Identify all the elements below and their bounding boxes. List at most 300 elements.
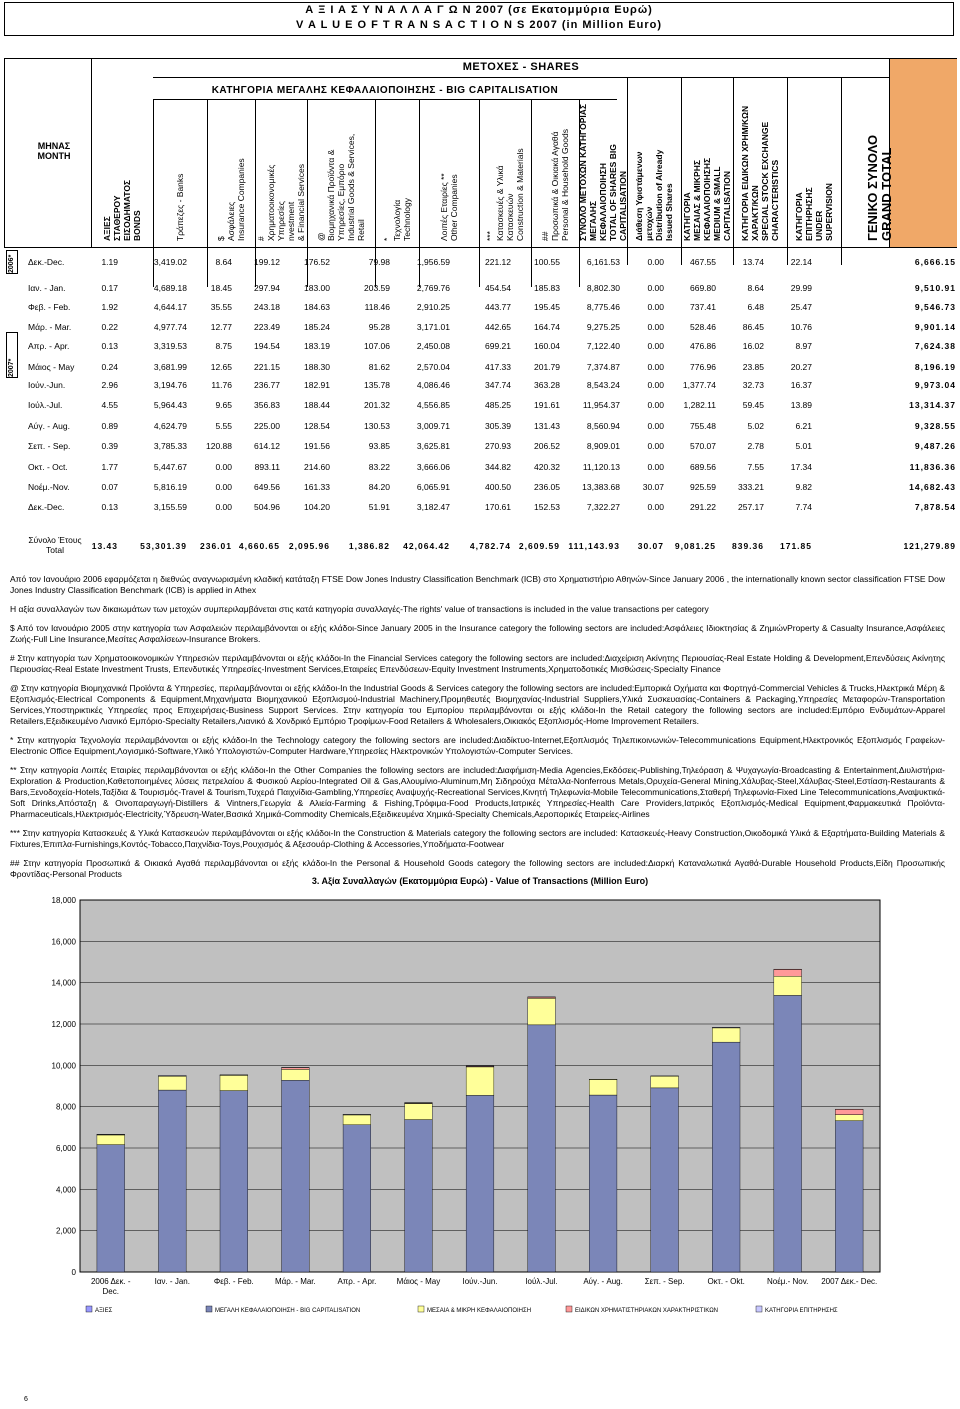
bar-segment bbox=[835, 1121, 863, 1272]
bar-segment bbox=[220, 1091, 248, 1272]
column-divider bbox=[479, 99, 480, 287]
column-header-14: ΚΑΤΗΓΟΡΙΑ ΕΠΙΤΗΡΗΣΗΣ UNDER SUPERVISION bbox=[794, 183, 834, 241]
title-line-1: Α Ξ Ι Α Σ Υ Ν Α Λ Λ Α Γ Ω Ν 2007 (σε Εκατομμύρια Ευρώ) bbox=[305, 4, 653, 16]
bar-segment bbox=[220, 1075, 248, 1076]
column-header-3: $ Ασφάλειες Insurance Companies bbox=[216, 158, 246, 241]
cell-col-5: 161.33 bbox=[304, 482, 330, 492]
cell-col-13: 839.36 bbox=[732, 541, 764, 551]
column-header-6: * Τεχνολογία Technology bbox=[382, 197, 412, 241]
cell-col-1: 13.43 bbox=[91, 541, 118, 551]
bar-segment bbox=[405, 1120, 433, 1272]
cell-col-4: 221.15 bbox=[254, 362, 280, 372]
cell-col-5: 188.30 bbox=[304, 362, 330, 372]
cell-col-6: 84.20 bbox=[368, 482, 390, 492]
cell-col-12: 737.41 bbox=[690, 302, 716, 312]
cell-col-6: 81.62 bbox=[368, 362, 390, 372]
cell-col-4: 194.54 bbox=[254, 341, 280, 351]
cell-col-15: 11,836.36 bbox=[909, 462, 956, 472]
bar-segment bbox=[651, 1076, 679, 1088]
cell-col-8: 270.93 bbox=[485, 441, 511, 451]
note-5: @ Στην κατηγορία Βιομηχανικά Προϊόντα & Υπηρεσίες, περιλαμβάνονται οι εξής κλάδοι-In the Industrial Goods & Services category the following sectors are included:Εμπορικά Οχήματα και Φορτηγά-Commercial Vehicles & Trucks,Ηλεκτρικά Μέρη & Εξοπλισμός-Electrical Components & Equipment,Μηχανήματα Βιομηχανικού Εξοπλισμού-Industrial Machinery,Προμηθευτές Βιομηχανίας-Industrial Suppliers,Υλικά Συσκευασίας-Containers & Packaging,Υπηρεσίες Μεταφορών-Transportation Services,Υποστηρικτικές Υπηρεσίες προς Επιχειρήσεις-Business Support Services. Στην κατηγορία του Εμπορίου περιλαμβάνονται οι εξής κλάδοι-In the Retail category the following sectors are included:Εμπόριο Ενδυμάτων-Apparel Retailers,Εξειδικευμένο Λιανικό Εμπόριο-Specialty Retailers,Λιανικό & Χονδρικό Εμπόριο Τροφίμων-Food Retailers & Wholesalers,Οικιακός Εξοπλισμός-Home Improvement Retailers. bbox=[10, 683, 945, 726]
cell-col-9: 363.28 bbox=[534, 380, 560, 390]
cell-col-12: 1,282.11 bbox=[683, 400, 716, 410]
cell-col-4: 649.56 bbox=[254, 482, 280, 492]
cell-col-11: 0.00 bbox=[647, 502, 664, 512]
row-month: Αύγ. - Aug. bbox=[28, 421, 70, 431]
cell-col-13: 257.17 bbox=[738, 502, 764, 512]
year-2006-label: 2006* bbox=[6, 250, 18, 274]
cell-col-5: 183.19 bbox=[304, 341, 330, 351]
row-month: Φεβ. - Feb. bbox=[28, 302, 71, 312]
cell-col-2: 3,419.02 bbox=[153, 257, 187, 267]
column-header-1: ΑΞΙΕΣ ΣΤΑΘΕΡΟΥ ΕΙΣΟΔΗΜΑΤΟΣ BONDS bbox=[102, 179, 142, 241]
cell-col-12: 1,377.74 bbox=[682, 380, 716, 390]
cell-col-13: 2.78 bbox=[747, 441, 764, 451]
month-header: ΜΗΝΑΣ MONTH bbox=[37, 141, 71, 161]
cell-col-6: 135.78 bbox=[364, 380, 390, 390]
cell-col-5: 185.24 bbox=[304, 322, 330, 332]
notes bbox=[10, 574, 945, 888]
cell-col-5: 188.44 bbox=[304, 400, 330, 410]
column-header-5: @ Βιομηχανικά Προϊόντα & Υπηρεσίες, Εμπόριο Industrial Goods & Services, Retail bbox=[316, 133, 366, 241]
cell-col-2: 3,681.99 bbox=[153, 362, 187, 372]
cell-col-8: 417.33 bbox=[485, 362, 511, 372]
cell-col-12: 925.59 bbox=[690, 482, 716, 492]
legend-label: ΑΞΙΕΣ bbox=[95, 1308, 113, 1314]
row-month: Σύνολο Έτους Total bbox=[28, 535, 82, 555]
cell-col-10: 7,322.27 bbox=[586, 502, 620, 512]
cell-col-1: 0.07 bbox=[101, 482, 118, 492]
cell-col-8: 347.74 bbox=[485, 380, 511, 390]
bar-segment bbox=[835, 1115, 863, 1121]
cell-col-7: 4,556.85 bbox=[416, 400, 450, 410]
bar-segment bbox=[774, 976, 802, 995]
cell-col-15: 13,314.37 bbox=[909, 400, 956, 410]
cell-col-13: 86.45 bbox=[742, 322, 764, 332]
cell-col-7: 3,009.71 bbox=[416, 421, 450, 431]
x-tick-label: Αύγ. - Aug. bbox=[583, 1277, 623, 1286]
shares-header: ΜΕΤΟΧΕΣ - SHARES bbox=[462, 61, 580, 73]
bar-segment bbox=[528, 998, 556, 1024]
cell-col-12: 570.07 bbox=[690, 441, 716, 451]
cell-col-8: 221.12 bbox=[485, 257, 511, 267]
cell-col-2: 3,155.59 bbox=[153, 502, 187, 512]
cell-col-5: 184.63 bbox=[304, 302, 330, 312]
y-tick-label: 16,000 bbox=[51, 937, 76, 947]
page-number: 6 bbox=[24, 1396, 28, 1403]
cell-col-2: 5,816.19 bbox=[153, 482, 187, 492]
legend-label: ΜΕΓΑΛΗ ΚΕΦΑΛΑΙΟΠΟΙΗΣΗ - BIG CAPITALISATION bbox=[215, 1308, 361, 1314]
cell-col-4: 243.18 bbox=[254, 302, 280, 312]
x-tick-label: Νοέμ.- Nov. bbox=[767, 1277, 809, 1286]
cell-col-2: 4,644.17 bbox=[153, 302, 187, 312]
bar-segment bbox=[97, 1145, 125, 1272]
cell-col-14: 20.27 bbox=[790, 362, 812, 372]
bar-segment bbox=[220, 1075, 248, 1090]
cell-col-2: 5,447.67 bbox=[153, 462, 187, 472]
cell-col-7: 4,086.46 bbox=[416, 380, 450, 390]
cell-col-9: 236.05 bbox=[534, 482, 560, 492]
cell-col-6: 1,386.82 bbox=[348, 541, 390, 551]
row-month: Δεκ.-Dec. bbox=[28, 257, 65, 267]
cell-col-10: 8,560.94 bbox=[586, 421, 620, 431]
cell-col-3: 0.00 bbox=[215, 482, 232, 492]
column-header-13: ΚΑΤΗΓΟΡΙΑ ΕΙΔΙΚΩΝ ΧΡΗΜ/ΚΩΝ ΧΑΡΑΚΤ/ΚΩΝ SPECIAL STOCK EXCHANGE CHARACTERISTICS bbox=[740, 105, 780, 241]
cell-col-4: 614.12 bbox=[254, 441, 280, 451]
cell-col-12: 476.86 bbox=[690, 341, 716, 351]
cell-col-7: 3,171.01 bbox=[416, 322, 450, 332]
bar-segment bbox=[282, 1068, 310, 1070]
column-header-12: ΚΑΤΗΓΟΡΙΑ ΜΕΣΑΙΑΣ & ΜΙΚΡΗΣ ΚΕΦΑΛΑΙΟΠΟΙΗΣΗΣ MEDIUM & SMALL CAPITALISATION bbox=[682, 157, 732, 241]
bar-segment bbox=[712, 1028, 740, 1042]
year-2007-label: 2007* bbox=[6, 332, 18, 378]
cell-col-4: 199.12 bbox=[254, 257, 280, 267]
row-month: Μάρ. - Mar. bbox=[28, 322, 72, 332]
cell-col-10: 7,374.87 bbox=[586, 362, 620, 372]
cell-col-6: 118.46 bbox=[364, 302, 390, 312]
cell-col-6: 83.22 bbox=[368, 462, 390, 472]
column-header-11: Διάθεση Υφιστάμενων μετοχών Distribution of Already Issued Shares bbox=[634, 149, 674, 241]
cell-col-11: 0.00 bbox=[647, 341, 664, 351]
row-month: Ιαν. - Jan. bbox=[28, 283, 66, 293]
cell-col-1: 0.24 bbox=[101, 362, 118, 372]
bar-segment bbox=[97, 1135, 125, 1145]
cell-col-11: 0.00 bbox=[647, 421, 664, 431]
row-month: Δεκ.-Dec. bbox=[28, 502, 65, 512]
cell-col-6: 93.85 bbox=[368, 441, 390, 451]
cell-col-14: 22.14 bbox=[790, 257, 812, 267]
cell-col-13: 32.73 bbox=[742, 380, 764, 390]
cell-col-3: 0.00 bbox=[215, 502, 232, 512]
divider bbox=[153, 77, 889, 78]
chart-title: 3. Αξία Συναλλαγών (Εκατομμύρια Ευρώ) - Value of Transactions (Million Euro) bbox=[311, 876, 649, 886]
cell-col-10: 9,275.25 bbox=[586, 322, 620, 332]
column-divider bbox=[787, 77, 788, 265]
legend-label: ΚΑΤΗΓΟΡΙΑ ΕΠΙΤΗΡΗΣΗΣ bbox=[765, 1308, 838, 1314]
cell-col-10: 13,383.68 bbox=[582, 482, 620, 492]
cell-col-13: 7.55 bbox=[747, 462, 764, 472]
cell-col-2: 53,301.39 bbox=[140, 541, 187, 551]
bar-segment bbox=[405, 1104, 433, 1120]
column-divider bbox=[207, 99, 208, 287]
cell-col-1: 0.89 bbox=[101, 421, 118, 431]
cell-col-1: 4.55 bbox=[101, 400, 118, 410]
cell-col-11: 0.00 bbox=[647, 257, 664, 267]
cell-col-12: 528.46 bbox=[690, 322, 716, 332]
cell-col-12: 755.48 bbox=[690, 421, 716, 431]
legend-label: ΜΕΣΑΙΑ & ΜΙΚΡΗ ΚΕΦΑΛΑΙΟΠΟΙΗΣΗ bbox=[427, 1308, 532, 1314]
cell-col-7: 1,956.59 bbox=[416, 257, 450, 267]
cell-col-10: 6,161.53 bbox=[586, 257, 620, 267]
cell-col-8: 4,782.74 bbox=[469, 541, 511, 551]
legend-swatch bbox=[756, 1306, 762, 1312]
column-header-15: ΓΕΝΙΚΟ ΣΥΝΟΛΟ GRAND TOTAL bbox=[865, 134, 894, 241]
cell-col-12: 291.22 bbox=[690, 502, 716, 512]
note-3: $ Από τον Ιανουάριο 2005 στην κατηγορία των Ασφαλειών περιλαμβάνονται οι εξής κλάδοι-Since January 2005 in the Insurance category the following sectors are included:Ασφάλειες Ιδιοκτησίας & ΖημιώνProperty & Casualty Insurance,Ασφάλειες Ζωής-Full Line Insurance,Μεσίτες Ασφαλίσεων-Insurance Brokers. bbox=[10, 623, 945, 644]
y-tick-label: 6,000 bbox=[55, 1144, 76, 1153]
cell-col-7: 42,064.42 bbox=[403, 541, 450, 551]
cell-col-3: 11.76 bbox=[211, 380, 232, 390]
cell-col-15: 121,279.89 bbox=[903, 541, 956, 551]
cell-col-14: 7.74 bbox=[795, 502, 812, 512]
x-tick-label: 2007 Δεκ.- Dec. bbox=[821, 1277, 878, 1286]
cell-col-7: 2,769.76 bbox=[416, 283, 450, 293]
column-header-10: ΣΥΝΟΛΟ ΜΕΤΟΧΩΝ ΚΑΤΗΓΟΡΙΑΣ ΜΕΓΑΛΗΣ ΚΕΦΑΛΑΙΟΠΟΙΗΣΗ TOTAL OF SHARES BIG CAPITALISATION bbox=[578, 104, 628, 241]
column-divider bbox=[531, 99, 532, 287]
column-divider bbox=[627, 77, 628, 265]
cell-col-15: 9,973.04 bbox=[914, 380, 956, 390]
column-header-2: Τράπεζες - Banks bbox=[175, 173, 185, 241]
cell-col-3: 120.88 bbox=[206, 441, 232, 451]
cell-col-10: 11,954.37 bbox=[582, 400, 620, 410]
cell-col-9: 206.52 bbox=[534, 441, 560, 451]
cell-col-14: 5.01 bbox=[795, 441, 812, 451]
note-9: ## Στην κατηγορία Προσωπικά & Οικιακά Αγαθά περιλαμβάνονται οι εξής κλάδοι-In the Personal & Household Goods category the following sectors are included:Διαρκή Καταναλωτικά Αγαθά-Durable Household Products,Είδη Προσωπικής Φροντίδας-Personal Products bbox=[10, 858, 945, 879]
cell-col-8: 699.21 bbox=[485, 341, 511, 351]
x-tick-label: Φεβ. - Feb. bbox=[213, 1277, 254, 1286]
cell-col-11: 0.00 bbox=[647, 441, 664, 451]
divider bbox=[153, 99, 617, 100]
bar-segment bbox=[589, 1095, 617, 1272]
cell-col-15: 7,878.54 bbox=[914, 502, 956, 512]
bar-segment bbox=[158, 1090, 186, 1272]
cell-col-14: 29.99 bbox=[790, 283, 812, 293]
cell-col-15: 9,901.14 bbox=[914, 322, 956, 332]
cell-col-2: 5,964.43 bbox=[153, 400, 187, 410]
cell-col-8: 400.50 bbox=[485, 482, 511, 492]
cell-col-8: 305.39 bbox=[485, 421, 511, 431]
row-month: Απρ. - Apr. bbox=[28, 341, 70, 351]
x-tick-label: Ιαν. - Jan. bbox=[154, 1277, 190, 1286]
y-tick-label: 2,000 bbox=[55, 1226, 76, 1236]
cell-col-13: 8.64 bbox=[747, 283, 764, 293]
x-tick-label: Απρ. - Apr. bbox=[337, 1277, 377, 1286]
cell-col-3: 236.01 bbox=[200, 541, 232, 551]
legend-swatch bbox=[206, 1306, 212, 1312]
cell-col-9: 100.55 bbox=[534, 257, 560, 267]
cell-col-4: 4,660.65 bbox=[238, 541, 280, 551]
cell-col-11: 30.07 bbox=[642, 482, 664, 492]
cell-col-1: 0.13 bbox=[101, 502, 118, 512]
y-tick-label: 14,000 bbox=[51, 978, 76, 988]
legend-swatch bbox=[418, 1306, 424, 1312]
bar-segment bbox=[343, 1125, 371, 1272]
cell-col-15: 9,546.73 bbox=[914, 302, 956, 312]
cell-col-14: 9.82 bbox=[795, 482, 812, 492]
cell-col-3: 9.65 bbox=[215, 400, 232, 410]
cell-col-5: 176.52 bbox=[304, 257, 330, 267]
cell-col-5: 191.56 bbox=[304, 441, 330, 451]
cell-col-4: 297.94 bbox=[254, 283, 280, 293]
cell-col-3: 0.00 bbox=[215, 462, 232, 472]
cell-col-14: 13.89 bbox=[790, 400, 812, 410]
cell-col-4: 504.96 bbox=[254, 502, 280, 512]
cell-col-7: 2,910.25 bbox=[416, 302, 450, 312]
cell-col-1: 2.96 bbox=[101, 380, 118, 390]
table-header bbox=[4, 58, 957, 248]
cell-col-9: 185.83 bbox=[534, 283, 560, 293]
cell-col-9: 195.45 bbox=[534, 302, 560, 312]
cell-col-3: 8.64 bbox=[215, 257, 232, 267]
row-month: Οκτ. - Oct. bbox=[28, 462, 68, 472]
cell-col-13: 5.02 bbox=[747, 421, 764, 431]
cell-col-5: 128.54 bbox=[304, 421, 330, 431]
cell-col-11: 30.07 bbox=[637, 541, 664, 551]
cell-col-2: 3,194.76 bbox=[153, 380, 187, 390]
y-tick-label: 10,000 bbox=[51, 1061, 76, 1071]
y-tick-label: 12,000 bbox=[51, 1020, 76, 1029]
cell-col-15: 6,666.15 bbox=[914, 257, 956, 267]
cell-col-6: 107.06 bbox=[364, 341, 390, 351]
cell-col-13: 16.02 bbox=[742, 341, 764, 351]
cell-col-3: 8.75 bbox=[215, 341, 232, 351]
cell-col-4: 223.49 bbox=[254, 322, 280, 332]
cell-col-13: 6.48 bbox=[747, 302, 764, 312]
cell-col-6: 201.32 bbox=[364, 400, 390, 410]
cell-col-1: 0.22 bbox=[101, 322, 118, 332]
column-divider bbox=[841, 77, 842, 265]
column-header-8: *** Κατασκευές & Υλικά Κατασκευών Construction & Materials bbox=[485, 148, 525, 241]
legend-swatch bbox=[86, 1306, 92, 1312]
row-month: Μάιος - May bbox=[28, 362, 75, 372]
cell-col-2: 3,785.33 bbox=[153, 441, 187, 451]
cell-col-14: 25.47 bbox=[790, 302, 812, 312]
cell-col-5: 182.91 bbox=[304, 380, 330, 390]
column-divider bbox=[91, 59, 92, 247]
cell-col-8: 485.25 bbox=[485, 400, 511, 410]
legend-swatch bbox=[566, 1306, 572, 1312]
cell-col-9: 420.32 bbox=[534, 462, 560, 472]
cell-col-13: 59.45 bbox=[742, 400, 764, 410]
cell-col-9: 201.79 bbox=[534, 362, 560, 372]
cell-col-9: 164.74 bbox=[534, 322, 560, 332]
row-month: Ιούν.-Jun. bbox=[28, 380, 66, 390]
cell-col-11: 0.00 bbox=[647, 380, 664, 390]
cell-col-1: 1.19 bbox=[101, 257, 118, 267]
cell-col-5: 104.20 bbox=[304, 502, 330, 512]
cell-col-15: 9,510.91 bbox=[914, 283, 956, 293]
bar-segment bbox=[158, 1075, 186, 1076]
cell-col-3: 12.77 bbox=[210, 322, 232, 332]
note-2: Η αξία συναλλαγών των δικαιωμάτων των μετοχών συμπεριλαμβάνεται στις κατά κατηγορία συναλλαγές-The rights' value of transactions is included in the value transactions per category bbox=[10, 604, 709, 614]
cell-col-7: 2,570.04 bbox=[416, 362, 450, 372]
bar-segment bbox=[835, 1109, 863, 1114]
note-4: # Στην κατηγορία των Χρηματοοικονομικών Υπηρεσιών περιλαμβάνονται οι εξής κλάδοι-In the Financial Services category the following sectors are included:Διαχείριση Ακίνητης Περιουσίας-Real Estate Holding & Development,Επενδύσεις Ακίνητης Περιουσίας-Real Estate Investment Trusts, Επενδυτικές Υπηρεσίες-Investment Services,Εταιρείες Επενδύσεων-Equity Investment Instruments,Χρηματοδοτικές Μισθώσεις-Specialty Finance bbox=[10, 653, 945, 674]
cell-col-9: 160.04 bbox=[534, 341, 560, 351]
cell-col-12: 669.80 bbox=[690, 283, 716, 293]
cell-col-11: 0.00 bbox=[647, 400, 664, 410]
x-tick-label: 2006 Δεκ. -Dec. bbox=[90, 1277, 131, 1296]
legend-label: ΕΙΔΙΚΩΝ ΧΡΗΜΑΤΙΣΤΗΡΙΑΚΩΝ ΧΑΡΑΚΤΗΡΙΣΤΙΚΩΝ bbox=[575, 1308, 719, 1314]
cell-col-15: 8,196.19 bbox=[914, 362, 956, 372]
cell-col-6: 203.59 bbox=[364, 283, 390, 293]
cell-col-14: 171.85 bbox=[780, 541, 812, 551]
cell-col-10: 8,775.46 bbox=[586, 302, 620, 312]
cell-col-7: 6,065.91 bbox=[416, 482, 450, 492]
cell-col-11: 0.00 bbox=[647, 462, 664, 472]
bar-segment bbox=[282, 1069, 310, 1080]
x-tick-label: Ιούλ.-Jul. bbox=[525, 1277, 558, 1286]
cell-col-9: 152.53 bbox=[534, 502, 560, 512]
cell-col-8: 170.61 bbox=[485, 502, 511, 512]
cell-col-1: 0.39 bbox=[101, 441, 118, 451]
cell-col-11: 0.00 bbox=[647, 362, 664, 372]
cell-col-6: 130.53 bbox=[364, 421, 390, 431]
cell-col-3: 12.65 bbox=[210, 362, 232, 372]
bar-segment bbox=[466, 1067, 494, 1095]
cell-col-10: 8,543.24 bbox=[586, 380, 620, 390]
cell-col-7: 2,450.08 bbox=[416, 341, 450, 351]
note-6: * Στην κατηγορία Τεχνολογία περιλαμβάνονται οι εξής κλάδοι-In the Technology category the following sectors are included:Διαδίκτυο-Internet,Εξοπλισμός Τηλεπικοινωνιών-Telecommunications Equipment,Ηλεκτρονικός Εξοπλισμός Γραφείων-Electronic Office Equipment,Λογισμικό-Software,Υλικό Υπολογιστών-Computer Hardware,Υπηρεσίες Ηλεκτρονικών Υπολογιστών-Computer Services. bbox=[10, 735, 945, 756]
cell-col-15: 14,682.43 bbox=[909, 482, 956, 492]
cell-col-15: 9,487.26 bbox=[914, 441, 956, 451]
cell-col-2: 4,624.79 bbox=[153, 421, 187, 431]
cell-col-7: 3,666.06 bbox=[416, 462, 450, 472]
cell-col-12: 9,081.25 bbox=[674, 541, 716, 551]
y-tick-label: 18,000 bbox=[51, 896, 76, 905]
cell-col-9: 191.61 bbox=[534, 400, 560, 410]
cell-col-15: 9,328.55 bbox=[914, 421, 956, 431]
cell-col-10: 7,122.40 bbox=[586, 341, 620, 351]
cell-col-13: 23.85 bbox=[742, 362, 764, 372]
column-divider bbox=[733, 77, 734, 265]
bar-segment bbox=[651, 1088, 679, 1272]
bar-segment bbox=[589, 1079, 617, 1095]
cell-col-9: 2,609.59 bbox=[518, 541, 560, 551]
cell-col-3: 5.55 bbox=[215, 421, 232, 431]
bar-segment bbox=[774, 969, 802, 976]
cell-col-10: 8,802.30 bbox=[586, 283, 620, 293]
title-line-2: V A L U E O F T R A N S A C T I O N S 2007 (in Million Euro) bbox=[296, 19, 662, 31]
y-tick-label: 0 bbox=[71, 1268, 76, 1277]
title-box bbox=[4, 2, 954, 36]
cell-col-3: 18.45 bbox=[210, 283, 232, 293]
cell-col-1: 0.17 bbox=[101, 283, 118, 293]
cell-col-12: 689.56 bbox=[690, 462, 716, 472]
cell-col-10: 111,143.93 bbox=[568, 541, 620, 551]
x-tick-label: Μάρ. - Mar. bbox=[275, 1277, 316, 1286]
cell-col-2: 4,689.18 bbox=[153, 283, 187, 293]
cell-col-8: 454.54 bbox=[485, 283, 511, 293]
chart bbox=[0, 890, 960, 1370]
cell-col-12: 467.55 bbox=[690, 257, 716, 267]
cell-col-13: 333.21 bbox=[738, 482, 764, 492]
cell-col-2: 4,977.74 bbox=[153, 322, 187, 332]
cell-col-4: 893.11 bbox=[254, 462, 280, 472]
bar-segment bbox=[343, 1115, 371, 1125]
bar-segment bbox=[774, 995, 802, 1272]
bar-segment bbox=[158, 1076, 186, 1090]
cell-col-4: 225.00 bbox=[254, 421, 280, 431]
y-tick-label: 4,000 bbox=[55, 1185, 76, 1195]
column-header-4: # Χρηματοοικονομικές Υπηρεσίες nvestment & Financial Services bbox=[256, 163, 306, 241]
cell-col-7: 3,182.47 bbox=[416, 502, 450, 512]
bar-segment bbox=[282, 1080, 310, 1272]
cell-col-10: 8,909.01 bbox=[586, 441, 620, 451]
bigcap-header: ΚΑΤΗΓΟΡΙΑ ΜΕΓΑΛΗΣ ΚΕΦΑΛΑΙΟΠΟΙΗΣΗΣ - BIG CAPITALISATION bbox=[211, 85, 559, 96]
cell-col-15: 7,624.38 bbox=[914, 341, 956, 351]
cell-col-1: 1.92 bbox=[101, 302, 118, 312]
note-7: ** Στην κατηγορία Λοιπές Εταιρίες περιλαμβάνονται οι εξής κλάδοι-In the Other Companies the following sectors are included:Διαφήμιση-Media Agencies,Εκδόσεις-Publishing,Τηλεόραση & Ψυχαγωγία-Broadcasting & Entertainment,Διυλιστήρια-Exploration & Production,Καθετοποιημένες λύσεις πετρελαίου & Φυσικού Αερίου-Integrated Oil & Gas,Αλουμίνιο-Aluminum,Μη Σιδηρούχα Μέταλλα-Nonferrous Metals,Ορυχεία-General Mining,Χάλυβας-Steel,Χάλυβας-Steel,Εστίαση-Restaurants & Bars,Ξενοδοχεία-Hotels,Ταξίδια & Τουρισμός-Travel & Tourism,Τυχερά Παιχνίδια-Gambling,Υπηρεσίες Αναψυχής-Recreational Services,Κινητή Τηλεφωνία-Mobile Telecommunications,Σταθερή Τηλεφωνία-Fixed Line Telecommunications,Αναψυκτικά-Soft Drinks,Απόσταξη & Οινοπαραγωγή-Distillers & Vintners,Γεωργία & Αλιεία-Farming & Fishing,Τρόφιμα-Food Products,Ιατρικές Υπηρεσίες-Health Care Providers,Ιατρικός Εξοπλισμός-Medical Equipment,Φαρμακευτικά Προϊόντα-Pharmaceuticals,Ηλεκτρισμός-Electricity,Ύδρευση-Water,Βασικά Χημικά-Commodity Chemicals,Εξειδικευμένα Χημικά-Specialty Chemicals,Αερoπορικές Εταιρείες-Airlines bbox=[10, 765, 945, 819]
cell-col-13: 13.74 bbox=[742, 257, 764, 267]
cell-col-4: 356.83 bbox=[254, 400, 280, 410]
cell-col-11: 0.00 bbox=[647, 322, 664, 332]
cell-col-14: 10.76 bbox=[790, 322, 812, 332]
cell-col-14: 17.34 bbox=[790, 462, 812, 472]
x-tick-label: Οκτ. - Okt. bbox=[707, 1277, 745, 1286]
note-1: Από τον Ιανουάριο 2006 εφαρμόζεται η διεθνώς αναγνωρισμένη κλαδική κατάταξη FTSE Dow Jones Industry Classification Benchmark (ICB) στο Χρηματιστήριο Αθηνών-Since January 2006 , the internationally known sector classification FTSE Dow Jones Industry Classification Benchmark (ICB) is applied in Athex bbox=[10, 574, 945, 595]
x-tick-label: Σεπ. - Sep. bbox=[644, 1277, 685, 1286]
